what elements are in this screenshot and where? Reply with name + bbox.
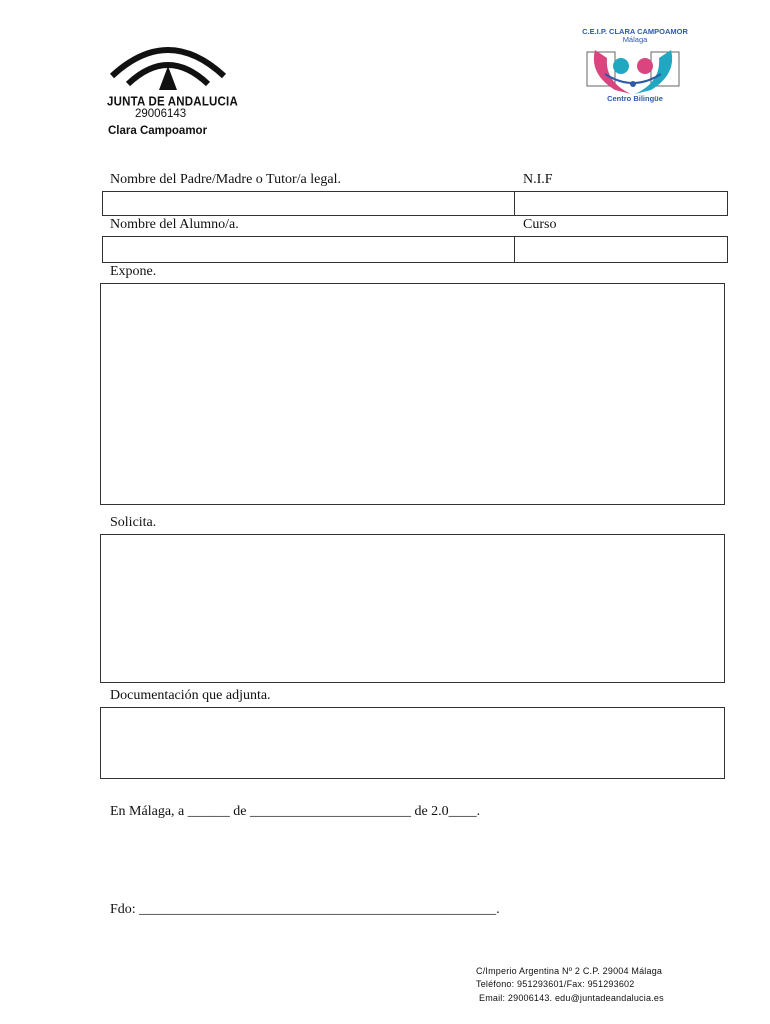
ceip-logo-graphic [585, 44, 681, 98]
course-label: Curso [523, 217, 557, 232]
expone-textarea[interactable] [100, 283, 725, 505]
footer-email: Email: 29006143. edu@juntadeandalucia.es [479, 993, 664, 1003]
parent-name-label: Nombre del Padre/Madre o Tutor/a legal. [110, 172, 341, 187]
solicita-label: Solicita. [110, 515, 157, 530]
footer-address: C/Imperio Argentina Nº 2 C.P. 29004 Málaga [476, 966, 663, 976]
expone-label: Expone. [110, 264, 157, 279]
junta-andalucia-name: JUNTA DE ANDALUCIA [107, 95, 238, 109]
school-name: Clara Campoamor [108, 125, 208, 137]
signature-line: Fdo: ___________________________________________________. [110, 902, 500, 917]
parent-name-field[interactable] [102, 191, 515, 216]
student-name-label: Nombre del Alumno/a. [110, 217, 239, 232]
documentacion-label: Documentación que adjunta. [110, 688, 271, 703]
ceip-logo-bilingual: Centro Bilingüe [607, 94, 663, 103]
course-field[interactable] [514, 236, 728, 263]
date-line: En Málaga, a ______ de _______________________ de 2.0____. [110, 804, 481, 819]
ceip-logo-title: C.E.I.P. CLARA CAMPOAMOR [582, 27, 688, 36]
nif-field[interactable] [514, 191, 728, 216]
nif-label: N.I.F [523, 172, 553, 187]
documentacion-textarea[interactable] [100, 707, 725, 779]
solicita-textarea[interactable] [100, 534, 725, 683]
student-name-field[interactable] [102, 236, 515, 263]
school-code: 29006143 [135, 108, 187, 120]
ceip-logo-city: Málaga [622, 35, 648, 44]
footer-phone: Teléfono: 951293601/Fax: 951293602 [476, 979, 635, 989]
